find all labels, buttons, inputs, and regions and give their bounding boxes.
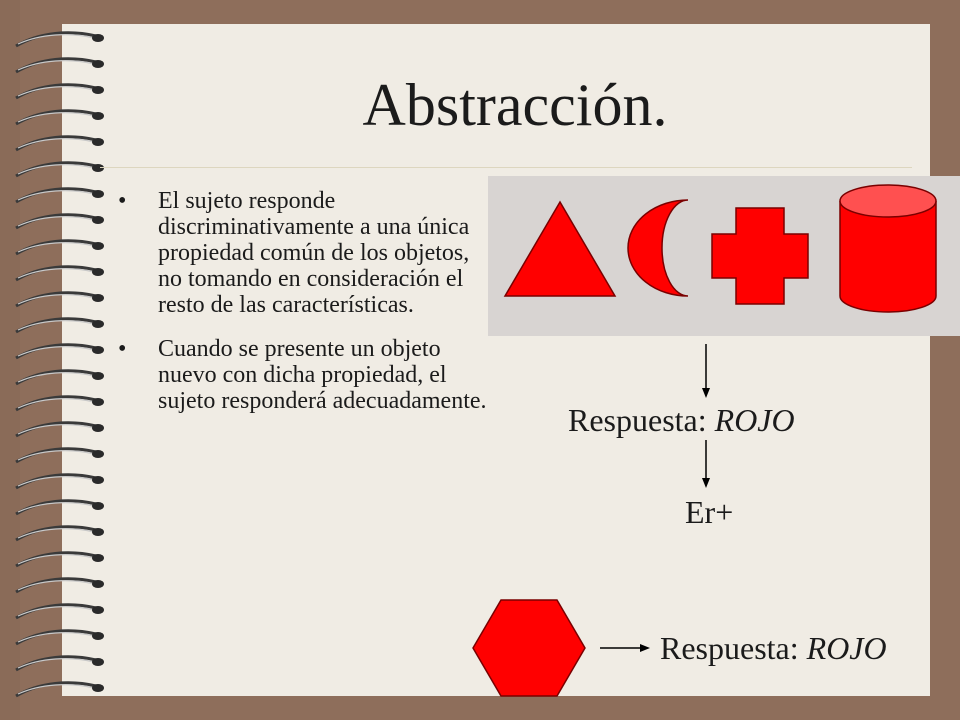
response-value: ROJO <box>806 630 887 666</box>
arrow-down-icon <box>702 440 710 488</box>
slide-title: Abstracción. <box>362 72 668 138</box>
arrow-down-icon <box>702 344 710 398</box>
reinforcer-label: Er+ <box>685 494 734 530</box>
bullet-item: • Cuando se presente un objeto nuevo con dicha propiedad, el sujeto responderá adecuadamente. <box>118 336 498 414</box>
cylinder-shape-icon <box>840 185 936 312</box>
response-value: ROJO <box>714 402 795 438</box>
response-label <box>660 630 887 666</box>
triangle-shape-icon <box>505 202 615 296</box>
arrow-right-icon <box>600 644 650 652</box>
hexagon-shape-icon <box>473 600 585 696</box>
cross-shape-icon <box>712 208 808 304</box>
response-prefix: Respuesta: <box>568 402 707 438</box>
response-prefix: Respuesta: <box>660 630 799 666</box>
bullet-item: • El sujeto responde discriminativamente a una única propiedad común de los objetos, no tomando en consideración el resto de las características. <box>118 188 498 318</box>
response-label <box>568 402 795 438</box>
crescent-shape-icon <box>628 200 688 296</box>
